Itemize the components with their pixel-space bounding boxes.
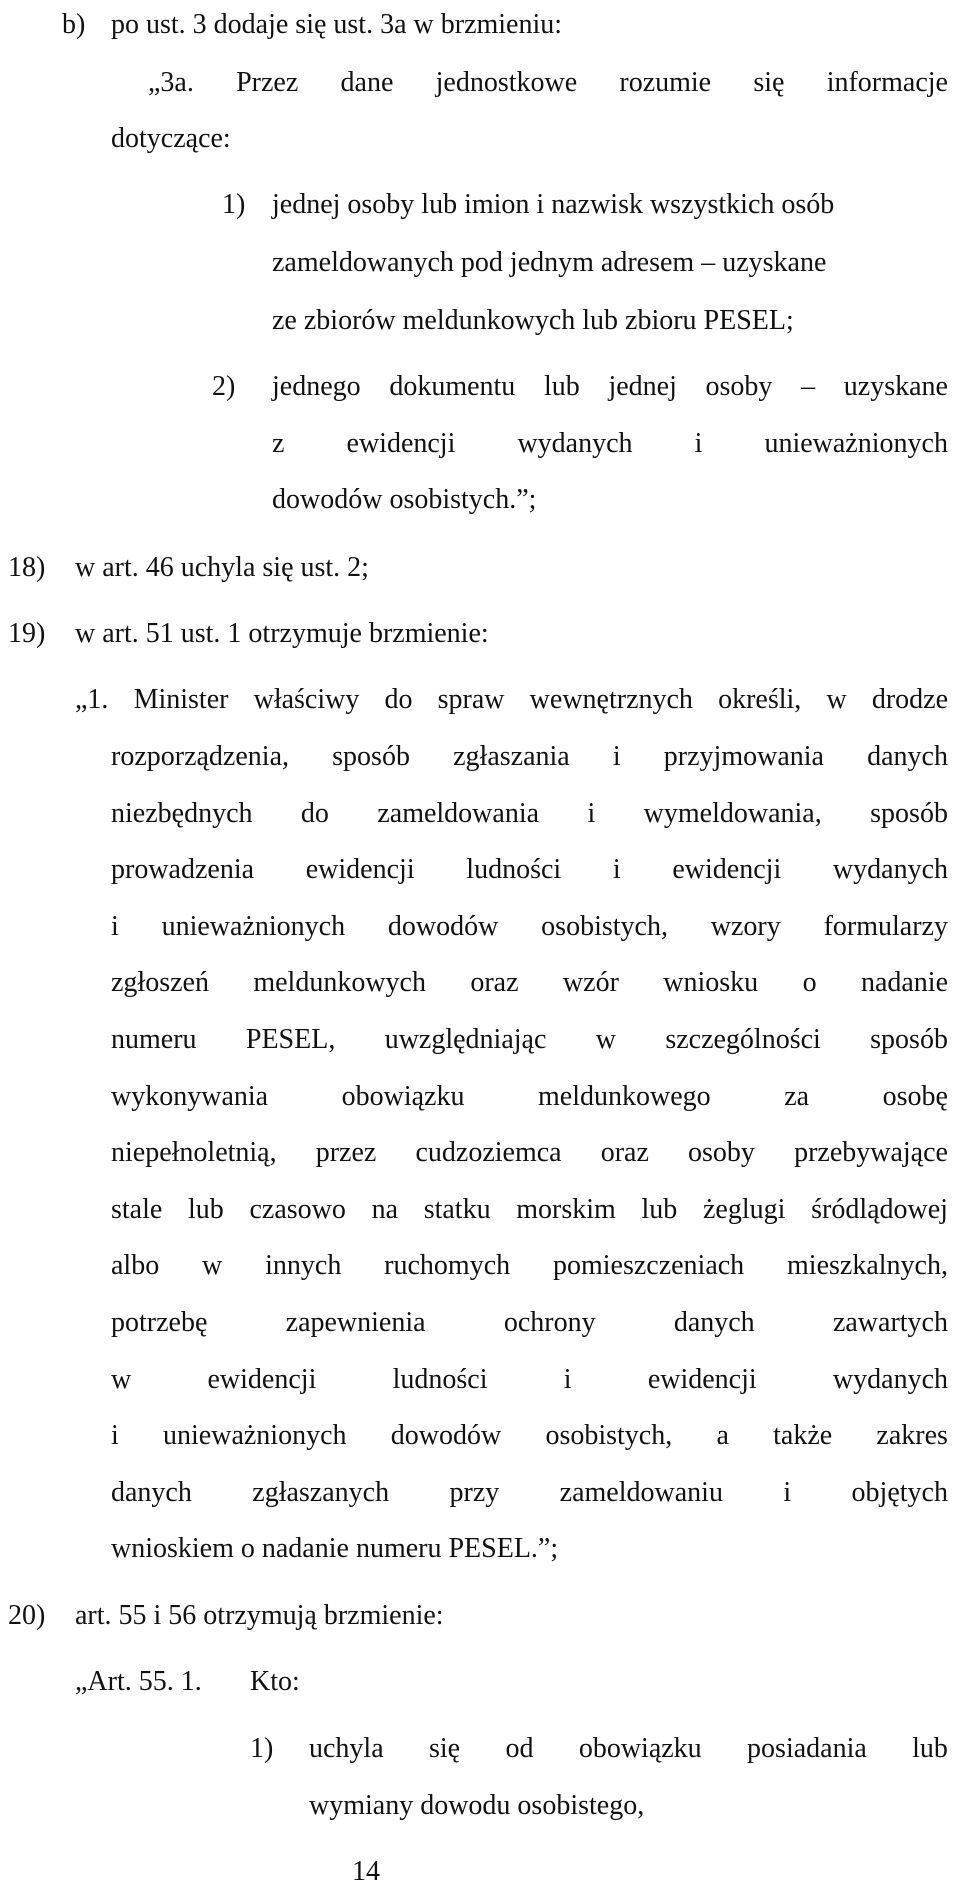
word: zapewnienia [285,1307,426,1338]
word: informacje [826,67,948,98]
word: osoby [688,1137,755,1168]
word: lub [188,1194,224,1225]
word: uzyskane [843,371,948,402]
word: dowodów [390,1420,502,1451]
word: pomieszczeniach [552,1250,745,1281]
word: w [826,684,847,715]
word: żeglugi [702,1194,786,1225]
word: ewidencji [346,428,456,459]
word: jednostkowe [435,67,578,98]
word: ewidencji [672,854,782,885]
ust-3a-line-2: dotyczące: [111,123,231,154]
art-55-point-1-line-1 [309,1732,948,1766]
word: sposób [332,741,410,772]
ust-1-line-11 [111,1249,948,1283]
word: uchyla [309,1733,384,1764]
ust-1-line-8 [111,1080,948,1114]
word: wykonywania [111,1081,269,1112]
word: sposób [870,1024,948,1055]
word: mieszkalnych, [787,1250,948,1281]
word: objętych [851,1477,948,1508]
word: i [563,1364,572,1395]
word: albo [111,1250,160,1281]
word: oraz [600,1137,649,1168]
word: wydanych [517,428,633,459]
word: śródlądowej [811,1194,948,1225]
word: stale [111,1194,163,1225]
word: lub [912,1733,948,1764]
word: przebywające [794,1137,948,1168]
word: do [300,798,329,829]
word: rozporządzenia, [111,741,289,772]
word: – [801,371,816,402]
word: się [429,1733,461,1764]
word: wzór [562,967,619,998]
item-20-label: 20) [8,1600,46,1631]
word: dokumentu [389,371,516,402]
word: za [784,1081,810,1112]
word: niepełnoletnią, [111,1137,277,1168]
word: i [694,428,703,459]
word: określi, [718,684,802,715]
word: wewnętrznych [529,684,693,715]
word: na [371,1194,398,1225]
word: obowiązku [341,1081,465,1112]
word: prowadzenia [111,854,255,885]
word: statku [423,1194,491,1225]
word: ewidencji [207,1364,317,1395]
item-18-text: w art. 46 uchyla się ust. 2; [75,552,369,583]
word: danych [867,741,948,772]
word: ewidencji [647,1364,757,1395]
word: wydanych [832,1364,948,1395]
word: posiadania [747,1733,867,1764]
ust-3a-point-1-line-1: jednej osoby lub imion i nazwisk wszystkich osób [272,189,835,220]
word: także [773,1420,833,1451]
word: unieważnionych [161,911,346,942]
word: numeru [111,1024,197,1055]
word: przyjmowania [663,741,824,772]
word: potrzebę [111,1307,208,1338]
word: zgłaszanych [252,1477,390,1508]
word: oraz [470,967,519,998]
word: ludności [392,1364,488,1395]
art-55-point-1-label: 1) [250,1733,274,1764]
ust-1-line-10 [111,1193,948,1227]
word: niezbędnych [111,798,253,829]
word: z [272,428,285,459]
word: osobistych, [545,1420,673,1451]
word: unieważnionych [764,428,948,459]
word: i [111,1420,119,1451]
ust-3a-point-1-line-2: zameldowanych pod jednym adresem – uzyskane [272,247,827,278]
word: zakres [876,1420,948,1451]
word: innych [265,1250,342,1281]
art-55-kto: Kto: [250,1666,300,1697]
item-19-text: w art. 51 ust. 1 otrzymuje brzmienie: [75,618,489,649]
word: a [716,1420,729,1451]
word: uwzględniając [384,1024,547,1055]
word: do [384,684,413,715]
word: osobę [882,1081,948,1112]
word: formularzy [823,911,948,942]
ust-1-line-1 [75,683,948,717]
word: wydanych [832,854,948,885]
item-20-text: art. 55 i 56 otrzymują brzmienie: [75,1600,444,1631]
page-number: 14 [352,1856,380,1887]
word: jednego [272,371,361,402]
word: osoby [705,371,773,402]
word: ewidencji [305,854,415,885]
word: i [783,1477,792,1508]
word: nadanie [860,967,948,998]
ust-3a-point-2-line-3: dowodów osobistych.”; [272,484,537,515]
ust-1-line-4 [111,853,948,887]
item-b-text: po ust. 3 dodaje się ust. 3a w brzmieniu: [111,9,563,40]
word: szczególności [665,1024,821,1055]
word: i [111,911,119,942]
word: meldunkowych [253,967,426,998]
word: i [587,798,596,829]
word: zawartych [832,1307,948,1338]
word: wymeldowania, [643,798,822,829]
ust-1-line-2 [111,740,948,774]
word: przez [315,1137,377,1168]
ust-1-line-14 [111,1419,948,1453]
word: lub [543,371,580,402]
word: zameldowaniu [559,1477,723,1508]
art-55-point-1-line-2: wymiany dowodu osobistego, [309,1790,645,1821]
word: rozumie [619,67,712,98]
word: od [505,1733,534,1764]
word: ruchomych [384,1250,511,1281]
word: ludności [466,854,562,885]
word: i [612,741,621,772]
ust-3a-point-2-label: 2) [212,371,236,402]
word: morskim [516,1194,616,1225]
item-b-label: b) [62,9,86,40]
word: unieważnionych [163,1420,347,1451]
word: PESEL, [245,1024,336,1055]
word: obowiązku [578,1733,702,1764]
ust-3a-point-2-line-2 [272,427,948,461]
word: drodze [871,684,948,715]
word: cudzoziemca [415,1137,562,1168]
word: spraw [437,684,505,715]
word: jednej [608,371,677,402]
word: i [612,854,621,885]
word: właściwy [253,684,360,715]
word: ochrony [503,1307,596,1338]
word: lub [641,1194,678,1225]
ust-3a-point-1-line-3: ze zbiorów meldunkowych lub zbioru PESEL; [272,305,794,336]
word: wzory [710,911,781,942]
item-19-label: 19) [8,618,46,649]
word: o [802,967,817,998]
word: „1. [75,684,109,715]
word: się [753,67,785,98]
word: danych [673,1307,755,1338]
word: w [595,1024,616,1055]
word: zgłaszania [453,741,570,772]
word: w [202,1250,223,1281]
ust-1-line-6 [111,966,948,1000]
word: przy [449,1477,500,1508]
ust-1-line-12 [111,1306,948,1340]
word: Minister [133,684,229,715]
word: „3a. [148,67,194,98]
word: dowodów [387,911,499,942]
ust-1-line-5 [111,910,948,944]
word: meldunkowego [538,1081,711,1112]
word: sposób [870,798,948,829]
ust-1-line-3 [111,797,948,831]
ust-3a-point-1-label: 1) [222,189,246,220]
ust-1-line-15 [111,1476,948,1510]
ust-1-line-13 [111,1363,948,1397]
ust-3a-point-2-line-1 [272,370,948,404]
ust-3a-line-1 [148,66,948,100]
word: Przez [236,67,299,98]
word: dane [340,67,394,98]
ust-1-line-9 [111,1136,948,1170]
ust-1-last-line: wnioskiem o nadanie numeru PESEL.”; [111,1533,559,1564]
art-55-heading: „Art. 55. 1. [75,1666,202,1697]
word: osobistych, [541,911,668,942]
word: danych [111,1477,192,1508]
word: czasowo [249,1194,346,1225]
word: zgłoszeń [111,967,209,998]
item-18-label: 18) [8,552,46,583]
word: zameldowania [377,798,540,829]
word: w [111,1364,132,1395]
word: wniosku [663,967,759,998]
ust-1-line-7 [111,1023,948,1057]
